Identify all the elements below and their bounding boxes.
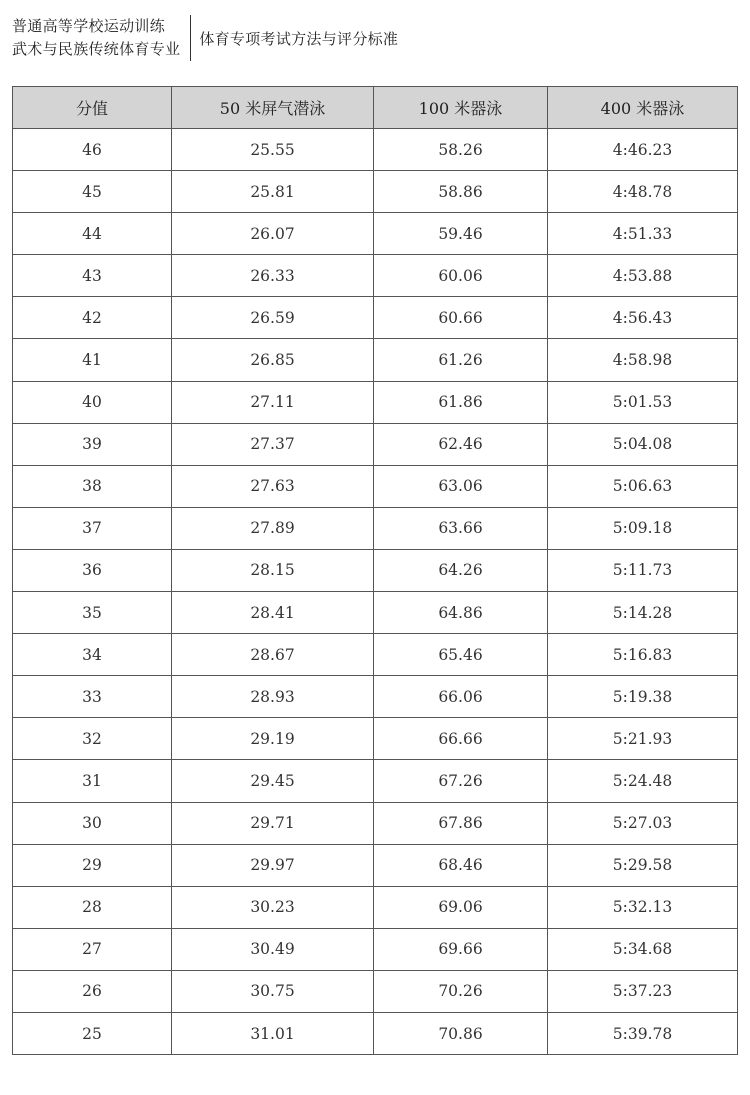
cell-score: 37: [13, 507, 172, 549]
cell-50m-breath-hold: 29.71: [172, 802, 374, 844]
scoring-table: [12, 86, 738, 1055]
cell-50m-breath-hold: 27.63: [172, 465, 374, 507]
cell-400m-apparatus: 5:34.68: [548, 928, 738, 970]
cell-100m-apparatus: 62.46: [374, 423, 548, 465]
cell-400m-apparatus: 5:21.93: [548, 718, 738, 760]
cell-100m-apparatus: 70.86: [374, 1012, 548, 1054]
cell-100m-apparatus: 69.66: [374, 928, 548, 970]
cell-100m-apparatus: 58.86: [374, 171, 548, 213]
cell-100m-apparatus: 64.26: [374, 549, 548, 591]
cell-400m-apparatus: 5:09.18: [548, 507, 738, 549]
cell-50m-breath-hold: 31.01: [172, 1012, 374, 1054]
cell-100m-apparatus: 58.26: [374, 129, 548, 171]
cell-score: 26: [13, 970, 172, 1012]
cell-400m-apparatus: 5:37.23: [548, 970, 738, 1012]
table-row: [13, 970, 738, 1012]
cell-100m-apparatus: 66.06: [374, 676, 548, 718]
cell-100m-apparatus: 69.06: [374, 886, 548, 928]
cell-50m-breath-hold: 25.81: [172, 171, 374, 213]
cell-400m-apparatus: 5:14.28: [548, 592, 738, 634]
cell-50m-breath-hold: 27.11: [172, 381, 374, 423]
cell-400m-apparatus: 5:06.63: [548, 465, 738, 507]
cell-score: 35: [13, 592, 172, 634]
table-row: [13, 760, 738, 802]
column-header-400m-apparatus: 400 米器泳: [548, 87, 738, 129]
table-row: [13, 928, 738, 970]
column-header-50m-breath-hold: 50 米屏气潜泳: [172, 87, 374, 129]
cell-score: 45: [13, 171, 172, 213]
cell-50m-breath-hold: 26.33: [172, 255, 374, 297]
header-title: 体育专项考试方法与评分标准: [199, 29, 399, 48]
cell-400m-apparatus: 5:27.03: [548, 802, 738, 844]
cell-100m-apparatus: 68.46: [374, 844, 548, 886]
cell-score: 44: [13, 213, 172, 255]
cell-400m-apparatus: 4:51.33: [548, 213, 738, 255]
table-row: [13, 886, 738, 928]
table-row: [13, 844, 738, 886]
cell-50m-breath-hold: 28.15: [172, 549, 374, 591]
table-row: [13, 255, 738, 297]
cell-50m-breath-hold: 26.07: [172, 213, 374, 255]
cell-50m-breath-hold: 30.23: [172, 886, 374, 928]
cell-50m-breath-hold: 28.93: [172, 676, 374, 718]
cell-400m-apparatus: 4:56.43: [548, 297, 738, 339]
cell-400m-apparatus: 5:32.13: [548, 886, 738, 928]
cell-100m-apparatus: 66.66: [374, 718, 548, 760]
cell-score: 42: [13, 297, 172, 339]
cell-score: 38: [13, 465, 172, 507]
cell-400m-apparatus: 5:01.53: [548, 381, 738, 423]
cell-score: 40: [13, 381, 172, 423]
cell-400m-apparatus: 4:58.98: [548, 339, 738, 381]
cell-400m-apparatus: 5:29.58: [548, 844, 738, 886]
cell-50m-breath-hold: 29.19: [172, 718, 374, 760]
table-row: [13, 676, 738, 718]
cell-100m-apparatus: 67.26: [374, 760, 548, 802]
cell-400m-apparatus: 5:16.83: [548, 634, 738, 676]
table-row: [13, 381, 738, 423]
table-row: [13, 802, 738, 844]
cell-50m-breath-hold: 30.75: [172, 970, 374, 1012]
table-row: [13, 718, 738, 760]
table-head: [13, 87, 738, 129]
cell-score: 43: [13, 255, 172, 297]
column-header-score: 分值: [13, 87, 172, 129]
cell-50m-breath-hold: 30.49: [172, 928, 374, 970]
table-body: [13, 129, 738, 1055]
cell-50m-breath-hold: 27.37: [172, 423, 374, 465]
cell-100m-apparatus: 64.86: [374, 592, 548, 634]
cell-score: 29: [13, 844, 172, 886]
cell-score: 36: [13, 549, 172, 591]
cell-400m-apparatus: 5:24.48: [548, 760, 738, 802]
table-row: [13, 423, 738, 465]
cell-score: 32: [13, 718, 172, 760]
table-row: [13, 634, 738, 676]
table-row: [13, 465, 738, 507]
cell-100m-apparatus: 63.66: [374, 507, 548, 549]
cell-400m-apparatus: 4:53.88: [548, 255, 738, 297]
cell-50m-breath-hold: 25.55: [172, 129, 374, 171]
cell-score: 39: [13, 423, 172, 465]
table-row: [13, 592, 738, 634]
cell-50m-breath-hold: 28.41: [172, 592, 374, 634]
cell-score: 31: [13, 760, 172, 802]
cell-score: 30: [13, 802, 172, 844]
table-row: [13, 129, 738, 171]
cell-400m-apparatus: 5:04.08: [548, 423, 738, 465]
cell-score: 41: [13, 339, 172, 381]
cell-400m-apparatus: 5:19.38: [548, 676, 738, 718]
cell-score: 46: [13, 129, 172, 171]
cell-100m-apparatus: 61.26: [374, 339, 548, 381]
table-row: [13, 1012, 738, 1054]
header-line-2: 武术与民族传统体育专业: [12, 40, 181, 58]
cell-400m-apparatus: 4:46.23: [548, 129, 738, 171]
cell-100m-apparatus: 60.06: [374, 255, 548, 297]
cell-50m-breath-hold: 29.97: [172, 844, 374, 886]
cell-score: 28: [13, 886, 172, 928]
cell-100m-apparatus: 59.46: [374, 213, 548, 255]
page-header: [12, 14, 398, 62]
cell-score: 34: [13, 634, 172, 676]
table-row: [13, 339, 738, 381]
cell-100m-apparatus: 67.86: [374, 802, 548, 844]
cell-400m-apparatus: 5:39.78: [548, 1012, 738, 1054]
cell-400m-apparatus: 5:11.73: [548, 549, 738, 591]
table-row: [13, 549, 738, 591]
cell-50m-breath-hold: 26.59: [172, 297, 374, 339]
cell-score: 33: [13, 676, 172, 718]
cell-100m-apparatus: 60.66: [374, 297, 548, 339]
cell-100m-apparatus: 63.06: [374, 465, 548, 507]
cell-100m-apparatus: 61.86: [374, 381, 548, 423]
table-row: [13, 213, 738, 255]
header-left-block: [12, 15, 180, 61]
cell-50m-breath-hold: 27.89: [172, 507, 374, 549]
cell-400m-apparatus: 4:48.78: [548, 171, 738, 213]
cell-100m-apparatus: 65.46: [374, 634, 548, 676]
table-header-row: [13, 87, 738, 129]
cell-50m-breath-hold: 26.85: [172, 339, 374, 381]
table-row: [13, 171, 738, 213]
cell-50m-breath-hold: 28.67: [172, 634, 374, 676]
table-row: [13, 297, 738, 339]
cell-100m-apparatus: 70.26: [374, 970, 548, 1012]
column-header-100m-apparatus: 100 米器泳: [374, 87, 548, 129]
header-line-1: 普通高等学校运动训练: [12, 17, 166, 35]
cell-score: 27: [13, 928, 172, 970]
cell-score: 25: [13, 1012, 172, 1054]
header-divider: [190, 15, 191, 61]
table-row: [13, 507, 738, 549]
cell-50m-breath-hold: 29.45: [172, 760, 374, 802]
